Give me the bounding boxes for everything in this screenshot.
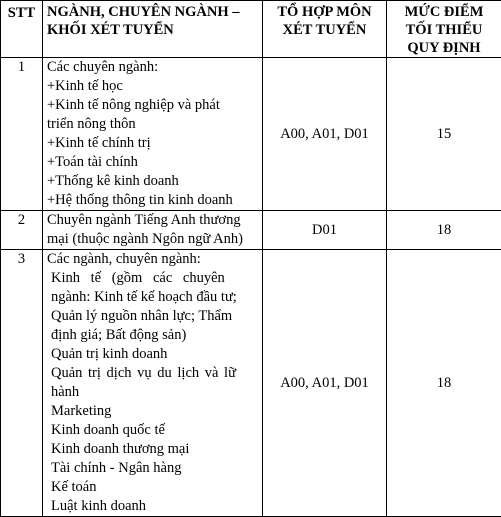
row-diem: 15 [387, 58, 501, 211]
row-stt: 2 [1, 211, 43, 250]
row-line: Quản trị dịch vụ du lịch và lữ [47, 364, 258, 383]
row-line: ngành: Kinh tế kế hoạch đầu tư; [47, 288, 258, 307]
row-nganh [43, 250, 263, 517]
header-tohop-line2: XÉT TUYỂN [267, 21, 382, 39]
row-line: Luật kinh doanh [47, 497, 258, 516]
row-line: Marketing [47, 402, 258, 421]
row-line: +Toán tài chính [47, 153, 258, 172]
row-nganh [43, 58, 263, 211]
row-line: Kinh doanh quốc tế [47, 421, 258, 440]
header-mucdiem-line2: TỐI THIỂU [391, 21, 497, 39]
row-line: triển nông thôn [47, 115, 258, 134]
row-line: +Thống kê kinh doanh [47, 172, 258, 191]
row-line: +Kinh tế học [47, 77, 258, 96]
header-nganh-line1: NGÀNH, CHUYÊN NGÀNH – [47, 3, 258, 21]
table-row [1, 211, 501, 250]
row-line: Quản lý nguồn nhân lực; Thẩm [47, 307, 258, 326]
row-line: Các chuyên ngành: [47, 58, 258, 77]
row-line: Kinh tế (gồm các chuyên [47, 269, 258, 288]
row-nganh [43, 211, 263, 250]
header-stt: STT [1, 1, 43, 58]
row-line: Các ngành, chuyên ngành: [47, 250, 258, 269]
header-mucdiem-line3: QUY ĐỊNH [391, 39, 497, 57]
row-line: hành [47, 383, 258, 402]
row-tohop: D01 [263, 211, 387, 250]
row-diem: 18 [387, 211, 501, 250]
row-stt: 1 [1, 58, 43, 211]
table-row [1, 250, 501, 517]
header-tohop [263, 1, 387, 58]
row-line: Quản trị kinh doanh [47, 345, 258, 364]
row-line: định giá; Bất động sản) [47, 326, 258, 345]
row-line: Kế toán [47, 478, 258, 497]
row-tohop: A00, A01, D01 [263, 58, 387, 211]
table-row [1, 58, 501, 211]
row-line: Kinh doanh thương mại [47, 440, 258, 459]
header-mucdiem-line1: MỨC ĐIỂM [391, 3, 497, 21]
row-stt: 3 [1, 250, 43, 517]
row-line: Tài chính - Ngân hàng [47, 459, 258, 478]
row-tohop: A00, A01, D01 [263, 250, 387, 517]
row-line: +Hệ thống thông tin kinh doanh [47, 191, 258, 210]
row-line: +Kinh tế nông nghiệp và phát [47, 96, 258, 115]
header-nganh [43, 1, 263, 58]
header-mucdiem [387, 1, 501, 58]
row-line: mại (thuộc ngành Ngôn ngữ Anh) [47, 230, 258, 249]
row-line: +Kinh tế chính trị [47, 134, 258, 153]
header-row [1, 1, 501, 58]
row-line: Chuyên ngành Tiếng Anh thương [47, 211, 258, 230]
header-nganh-line2: KHỐI XÉT TUYỂN [47, 21, 258, 39]
header-tohop-line1: TỔ HỢP MÔN [267, 3, 382, 21]
row-diem: 18 [387, 250, 501, 517]
